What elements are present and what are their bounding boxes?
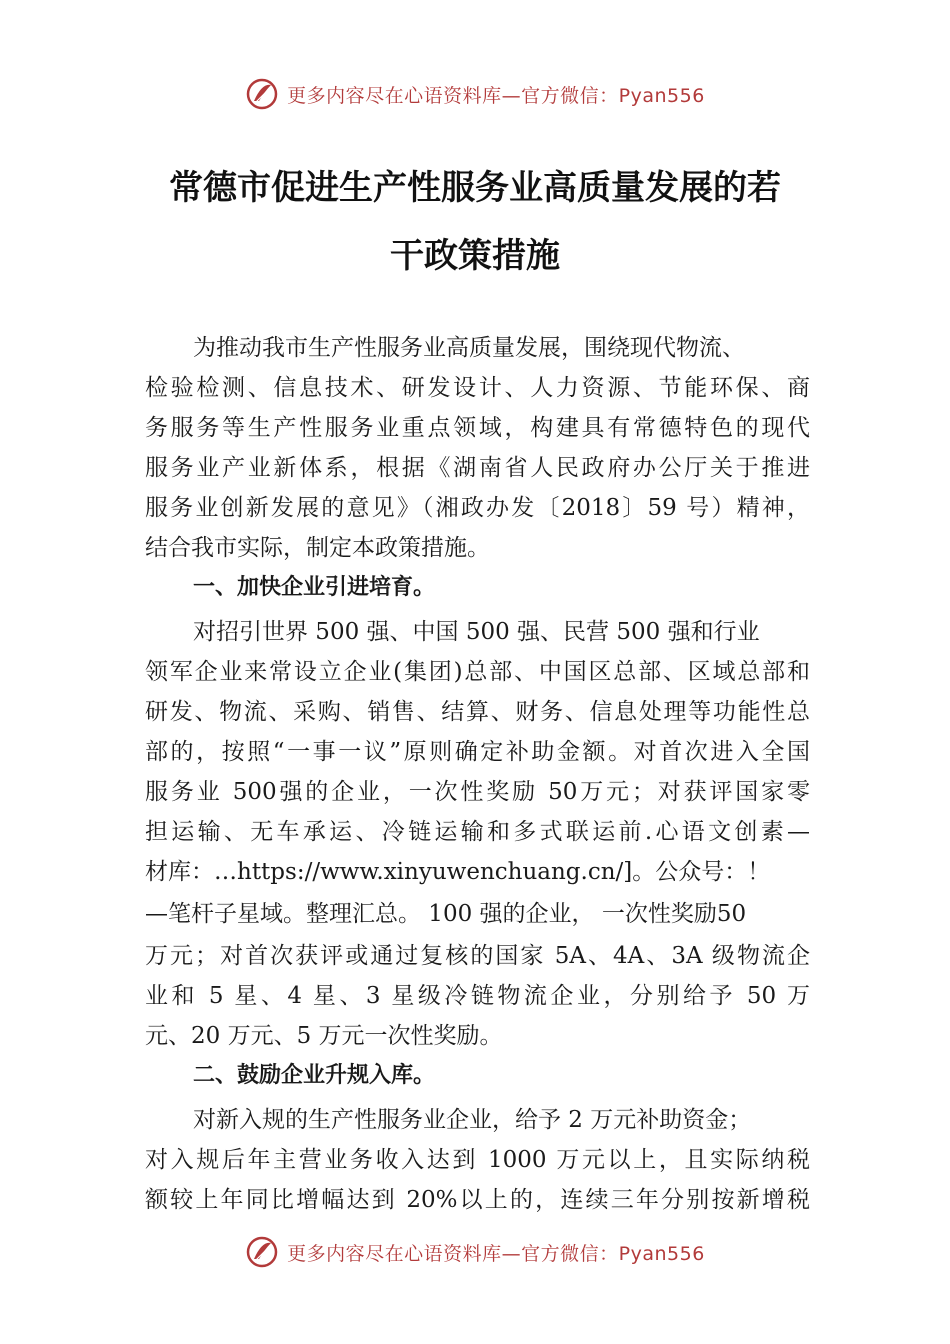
body-line: 服务业 500强的企业，一次性奖励 50万元；对获评国家零: [145, 779, 810, 805]
body-line: —笔杆子星域。整理汇总。 100 强的企业， 一次性奖励50: [145, 901, 747, 927]
body-line: 结合我市实际，制定本政策措施。: [145, 535, 490, 561]
feather-seal-icon: [245, 77, 279, 111]
section-heading-1: 一、加快企业引进培育。: [193, 575, 436, 600]
footer-banner-text: 更多内容尽在心语资料库—官方微信：Pyan556: [287, 1242, 705, 1265]
body-line: 对招引世界 500 强、中国 500 强、民营 500 强和行业: [193, 619, 760, 645]
body-line: 额较上年同比增幅达到 20%以上的，连续三年分别按新增税: [145, 1187, 810, 1213]
header-banner-text: 更多内容尽在心语资料库—官方微信：Pyan556: [287, 84, 705, 107]
body-line: 研发、物流、采购、销售、结算、财务、信息处理等功能性总: [145, 699, 810, 725]
footer-watermark-banner: [0, 1232, 950, 1272]
section-heading-2: 二、鼓励企业升规入库。: [193, 1063, 436, 1088]
body-line: 担运输、无车承运、冷链运输和多式联运前.心语文创素—: [145, 819, 810, 845]
body-line: 材库：…https://www.xinyuwenchuang.cn/]。公众号：！: [145, 859, 771, 885]
body-line: 元、20 万元、5 万元一次性奖励。: [145, 1023, 503, 1049]
header-watermark-banner: [0, 74, 950, 114]
body-line: 业和 5 星、4 星、3 星级冷链物流企业，分别给予 50 万: [145, 983, 810, 1009]
body-line: 领军企业来常设立企业(集团)总部、中国区总部、区域总部和: [145, 659, 810, 685]
body-line: 务服务等生产性服务业重点领域，构建具有常德特色的现代: [145, 415, 810, 441]
body-line: 对入规后年主营业务收入达到 1000 万元以上，且实际纳税: [145, 1147, 810, 1173]
body-line: 服务业创新发展的意见》（湘政办发〔2018〕59 号）精神，: [145, 495, 810, 521]
body-line: 为推动我市生产性服务业高质量发展，围绕现代物流、: [193, 335, 745, 361]
body-line: 万元；对首次获评或通过复核的国家 5A、4A、3A 级物流企: [145, 943, 810, 969]
document-title-line-2: 干政策措施: [390, 236, 560, 276]
feather-seal-icon: [245, 1235, 279, 1269]
body-line: 检验检测、信息技术、研发设计、人力资源、节能环保、商: [145, 375, 810, 401]
body-line: 部的，按照“一事一议”原则确定补助金额。对首次进入全国: [145, 739, 810, 765]
document-title-line-1: 常德市促进生产性服务业高质量发展的若: [169, 168, 781, 208]
body-line: 对新入规的生产性服务业企业，给予 2 万元补助资金；: [193, 1107, 752, 1133]
body-line: 服务业产业新体系，根据《湖南省人民政府办公厅关于推进: [145, 455, 810, 481]
